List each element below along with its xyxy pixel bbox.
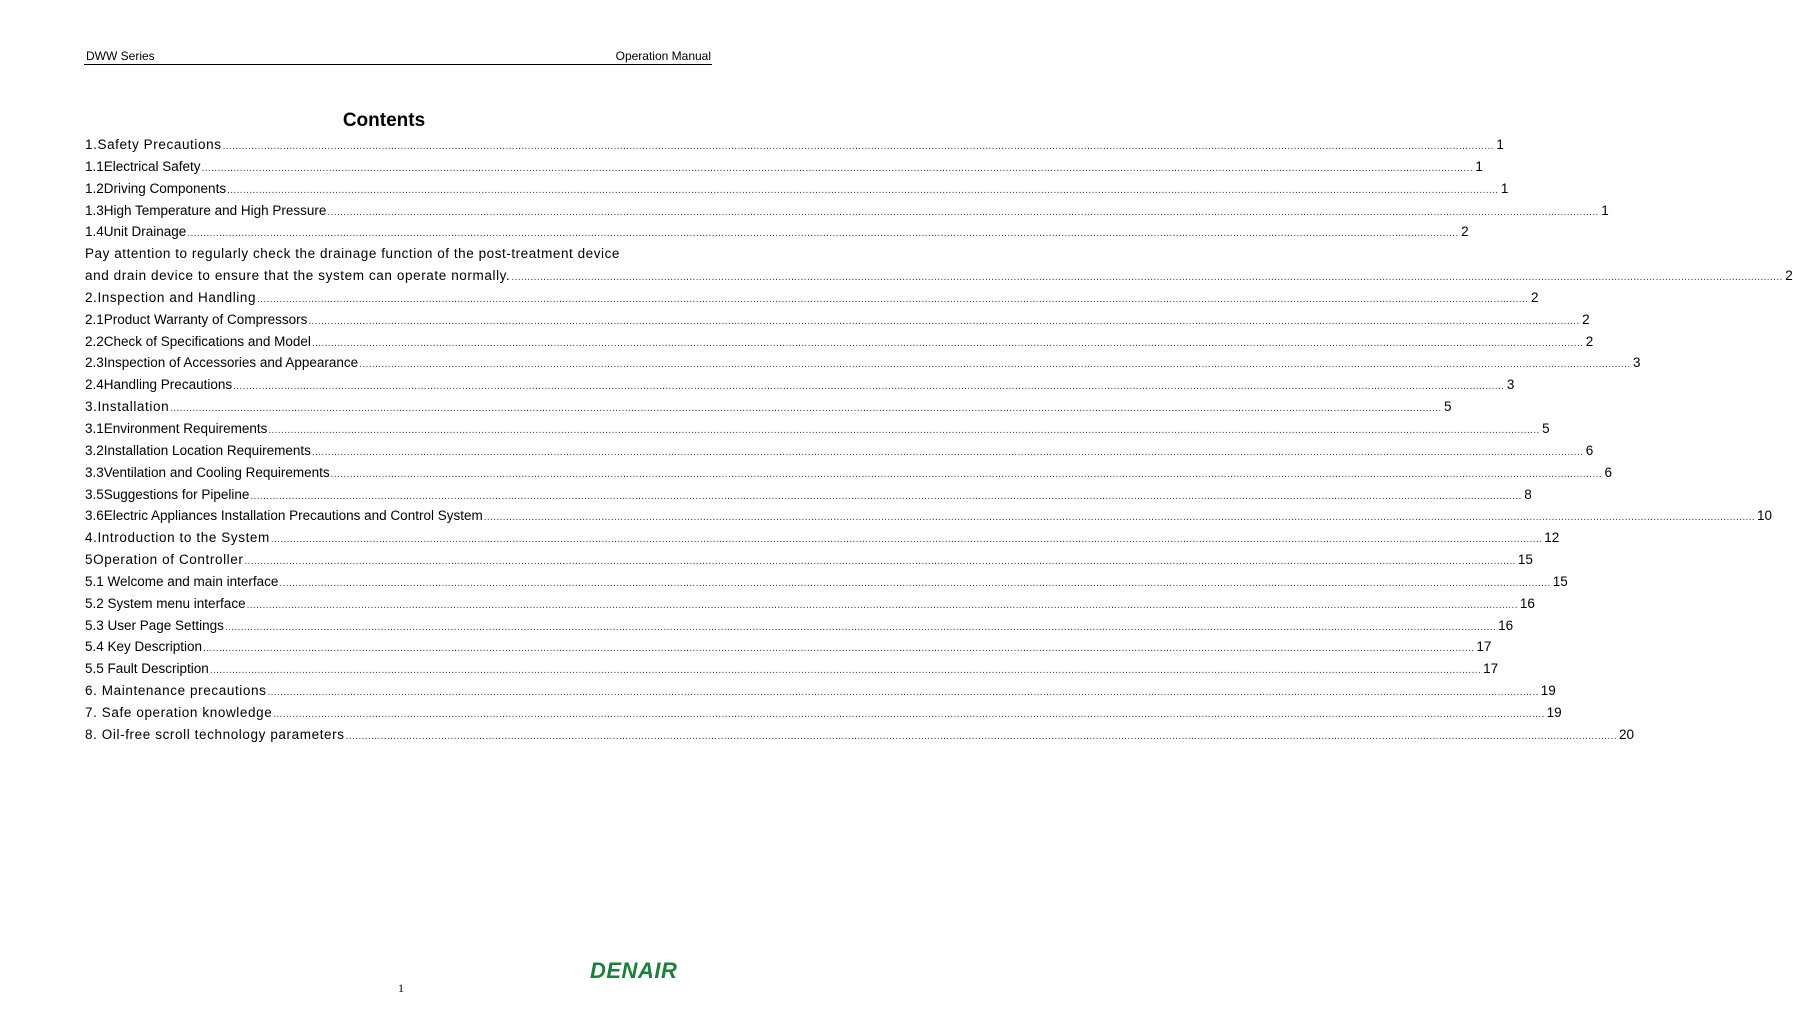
toc-leader-dots: ................................................................................................................................................................................................................................................................................................................................................................................................................	[268, 424, 1540, 436]
toc-entry-page: 2	[1530, 289, 1539, 305]
toc-leader-dots: ................................................................................................................................................................................................................................................................................................................................................................................................................	[187, 228, 1459, 240]
toc-entry[interactable]	[85, 200, 1609, 222]
toc-entry[interactable]	[85, 636, 1492, 658]
toc-entry-title: 2.2Check of Specifications and Model	[85, 333, 311, 349]
toc-entry-title: 1.Safety Precautions	[85, 137, 222, 152]
toc-entry-title: 6. Maintenance precautions	[85, 683, 267, 699]
toc-leader-dots: ................................................................................................................................................................................................................................................................................................................................................................................................................	[257, 293, 1529, 305]
toc-entry-title: 5Operation of Controller	[85, 552, 244, 568]
toc-entry-page: 3	[1633, 355, 1641, 371]
toc-entry-page: 6	[1585, 442, 1594, 458]
toc-entry[interactable]	[85, 724, 1634, 746]
toc-entry-title: 5.2 System menu interface	[85, 595, 246, 611]
toc-entry-title: 3.6Electric Appliances Installation Precautions and Control System	[85, 508, 483, 524]
toc-entry[interactable]	[85, 440, 1594, 462]
toc-leader-dots: ................................................................................................................................................................................................................................................................................................................................................................................................................	[311, 446, 1584, 458]
denair-logo: DENAIR	[590, 958, 678, 983]
toc-entry-title: 2.3Inspection of Accessories and Appearance	[85, 355, 359, 371]
toc-leader-dots: ................................................................................................................................................................................................................................................................................................................................................................................................................	[327, 206, 1599, 218]
toc-entry-title: 3.5Suggestions for Pipeline	[85, 486, 250, 502]
toc-entry[interactable]	[85, 593, 1535, 615]
toc-leader-dots: ................................................................................................................................................................................................................................................................................................................................................................................................................	[203, 643, 1475, 655]
page-header-left: DWW Series	[86, 49, 155, 63]
toc-leader-dots: ................................................................................................................................................................................................................................................................................................................................................................................................................	[330, 468, 1602, 480]
toc-entry[interactable]	[85, 658, 1499, 680]
toc-leader-dots: ................................................................................................................................................................................................................................................................................................................................................................................................................	[308, 315, 1580, 327]
toc-leader-dots: ................................................................................................................................................................................................................................................................................................................................................................................................................	[273, 708, 1545, 720]
page-number: 1	[398, 981, 404, 995]
toc-leader-dots: ................................................................................................................................................................................................................................................................................................................................................................................................................	[244, 556, 1516, 568]
toc-leader-dots: ................................................................................................................................................................................................................................................................................................................................................................................................................	[345, 730, 1617, 742]
toc-leader-dots: ................................................................................................................................................................................................................................................................................................................................................................................................................	[246, 599, 1518, 611]
contents-title: Contents	[342, 110, 426, 131]
toc-entry-title: 3.3Ventilation and Cooling Requirements	[85, 464, 330, 480]
toc-leader-dots: ................................................................................................................................................................................................................................................................................................................................................................................................................	[279, 577, 1551, 589]
toc-leader-dots: ................................................................................................................................................................................................................................................................................................................................................................................................................	[170, 403, 1442, 415]
toc-entry-title: 5.5 Fault Description	[85, 661, 209, 677]
toc-entry-page: 1	[1500, 180, 1509, 196]
toc-entry[interactable]	[85, 396, 1452, 418]
toc-entry-page: 16	[1498, 617, 1514, 633]
toc-entry-page: 2	[1785, 268, 1793, 284]
toc-entry[interactable]	[85, 374, 1515, 396]
toc-leader-dots: ................................................................................................................................................................................................................................................................................................................................................................................................................	[227, 184, 1499, 196]
toc-entry[interactable]	[85, 156, 1483, 178]
toc-entry[interactable]	[85, 615, 1514, 637]
toc-leader-dots: ................................................................................................................................................................................................................................................................................................................................................................................................................	[483, 512, 1756, 524]
toc-entry-page: 1	[1475, 158, 1483, 174]
toc-entry-page: 19	[1540, 683, 1556, 699]
header-rule	[84, 64, 712, 65]
toc-entry-page: 2	[1585, 333, 1594, 349]
toc-note-text: Pay attention to regularly check the drainage function of the post-treatment device	[85, 246, 620, 262]
toc-entry-page: 17	[1476, 639, 1492, 655]
toc-leader-dots: ................................................................................................................................................................................................................................................................................................................................................................................................................	[201, 162, 1473, 174]
toc-entry[interactable]	[85, 527, 1560, 549]
toc-entry[interactable]	[85, 505, 1773, 527]
toc-leader-dots: ................................................................................................................................................................................................................................................................................................................................................................................................................	[270, 534, 1543, 546]
toc-entry-title: 3.2Installation Location Requirements	[85, 442, 311, 458]
toc-entry-page: 8	[1524, 486, 1532, 502]
toc-entry[interactable]	[85, 134, 1504, 156]
toc-entry-page: 15	[1517, 552, 1533, 568]
toc-entry[interactable]	[85, 178, 1509, 200]
toc-entry-title: 5.1 Welcome and main interface	[85, 573, 279, 589]
toc-entry-title: 2.4Handling Precautions	[85, 377, 233, 393]
toc-entry-title: 2.1Product Warranty of Compressors	[85, 311, 308, 327]
toc-entry-title: 1.2Driving Components	[85, 180, 227, 196]
toc-entry-title: 4.Introduction to the System	[85, 530, 270, 546]
toc-entry-title: 7. Safe operation knowledge	[85, 704, 273, 720]
toc-leader-dots: ................................................................................................................................................................................................................................................................................................................................................................................................................	[311, 337, 1584, 349]
toc-entry[interactable]	[85, 549, 1533, 571]
toc-entry[interactable]	[85, 680, 1556, 702]
toc-entry-title: 3.1Environment Requirements	[85, 420, 268, 436]
toc-entry-page: 12	[1544, 530, 1560, 546]
toc-entry-page: 17	[1483, 661, 1499, 677]
toc-entry-page: 2	[1461, 224, 1469, 240]
toc-entry-title: 8. Oil-free scroll technology parameters	[85, 726, 345, 742]
toc-leader-dots: ................................................................................................................................................................................................................................................................................................................................................................................................................	[233, 381, 1505, 393]
toc-entry-page: 15	[1552, 573, 1568, 589]
toc-entry-title: 1.3High Temperature and High Pressure	[85, 202, 327, 218]
toc-leader-dots: ................................................................................................................................................................................................................................................................................................................................................................................................................	[267, 687, 1539, 699]
toc-entry[interactable]	[85, 418, 1550, 440]
toc-entry[interactable]	[85, 331, 1594, 353]
toc-entry-page: 16	[1519, 595, 1535, 611]
toc-leader-dots: ................................................................................................................................................................................................................................................................................................................................................................................................................	[359, 359, 1631, 371]
toc-entry-page: 6	[1604, 464, 1612, 480]
toc-leader-dots: ................................................................................................................................................................................................................................................................................................................................................................................................................	[511, 272, 1783, 284]
toc-entry[interactable]	[85, 265, 1793, 287]
toc-entry[interactable]	[85, 287, 1539, 309]
toc-entry[interactable]	[85, 309, 1590, 331]
toc-entry[interactable]	[85, 221, 1469, 243]
toc-entry-page: 1	[1496, 137, 1504, 152]
toc-entry-page: 10	[1757, 508, 1773, 524]
toc-entry-page: 5	[1542, 420, 1550, 436]
toc-entry[interactable]	[85, 462, 1612, 484]
toc-leader-dots: ................................................................................................................................................................................................................................................................................................................................................................................................................	[222, 141, 1494, 152]
toc-entry-title: 1.4Unit Drainage	[85, 224, 187, 240]
toc-entry-title: 1.1Electrical Safety	[85, 158, 201, 174]
toc-entry-page: 3	[1506, 377, 1515, 393]
toc-leader-dots: ................................................................................................................................................................................................................................................................................................................................................................................................................	[224, 621, 1497, 633]
table-of-contents	[85, 134, 1793, 746]
toc-entry[interactable]	[85, 571, 1568, 593]
toc-leader-dots: ................................................................................................................................................................................................................................................................................................................................................................................................................	[209, 665, 1482, 677]
toc-entry-page: 2	[1582, 311, 1590, 327]
toc-entry-title: and drain device to ensure that the system can operate normally.	[85, 268, 511, 284]
toc-entry-title: 5.4 Key Description	[85, 639, 203, 655]
toc-entry-title: 5.3 User Page Settings	[85, 617, 224, 633]
toc-entry[interactable]	[85, 352, 1641, 374]
page-header-right: Operation Manual	[615, 49, 711, 63]
toc-leader-dots: ................................................................................................................................................................................................................................................................................................................................................................................................................	[250, 490, 1522, 502]
toc-entry-title: 2.Inspection and Handling	[85, 289, 257, 305]
toc-entry-page: 20	[1618, 726, 1634, 742]
toc-entry-page: 1	[1601, 202, 1609, 218]
toc-entry[interactable]	[85, 484, 1532, 506]
toc-entry[interactable]	[85, 702, 1562, 724]
toc-entry-page: 5	[1444, 399, 1452, 415]
toc-entry-page: 19	[1546, 704, 1562, 720]
toc-entry-title: 3.Installation	[85, 399, 170, 415]
